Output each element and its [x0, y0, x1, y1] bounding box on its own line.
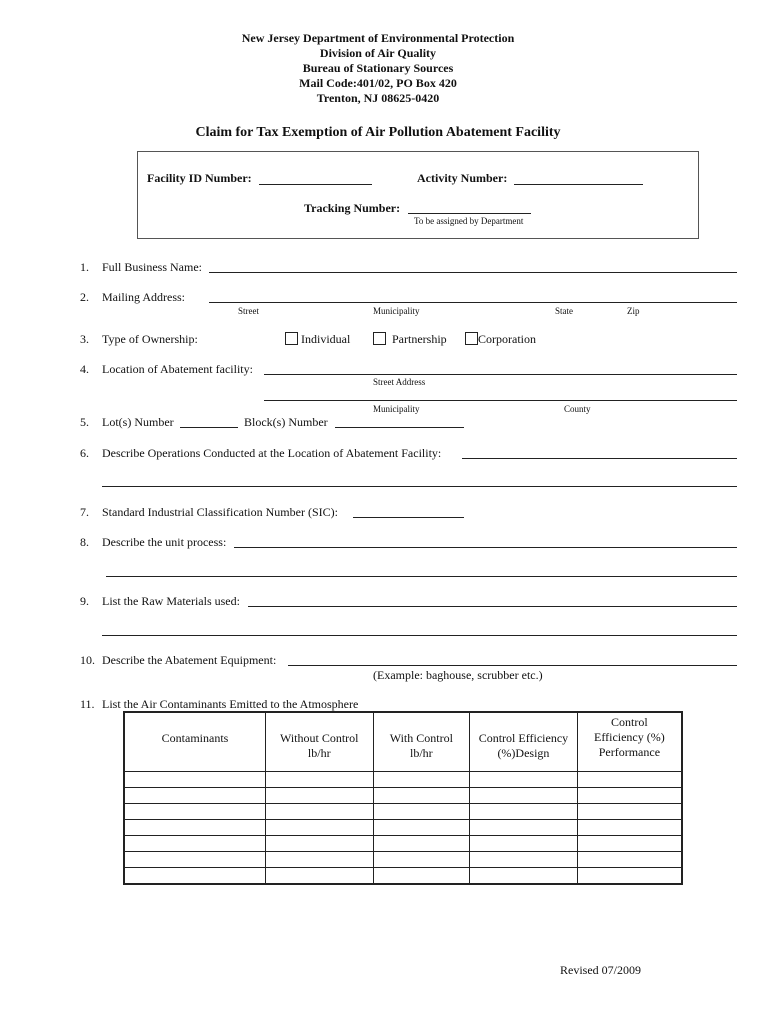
municipality-caption: Municipality [373, 306, 420, 316]
individual-checkbox[interactable] [285, 332, 298, 345]
table-cell[interactable] [124, 836, 266, 852]
design-efficiency-header: Control Efficiency (%)Design [470, 712, 578, 772]
location-municipality-caption: Municipality [373, 404, 420, 414]
table-cell[interactable] [373, 852, 470, 868]
q1-number: 1. [80, 260, 89, 274]
table-cell[interactable] [124, 852, 266, 868]
q3-number: 3. [80, 332, 89, 346]
table-cell[interactable] [470, 836, 578, 852]
table-cell[interactable] [373, 868, 470, 885]
table-cell[interactable] [266, 788, 374, 804]
facility-id-field[interactable] [259, 184, 372, 185]
q2-number: 2. [80, 290, 89, 304]
table-cell[interactable] [470, 788, 578, 804]
table-cell[interactable] [124, 868, 266, 885]
q6-number: 6. [80, 446, 89, 460]
table-cell[interactable] [373, 836, 470, 852]
contaminants-header: Contaminants [124, 712, 266, 772]
partnership-label: Partnership [392, 332, 447, 346]
q4-label: Location of Abatement facility: [102, 362, 253, 376]
unit-process-field-2[interactable] [106, 576, 737, 577]
lot-number-field[interactable] [180, 427, 238, 428]
table-cell[interactable] [373, 788, 470, 804]
q5-number: 5. [80, 415, 89, 429]
table-cell[interactable] [470, 868, 578, 885]
division-name: Division of Air Quality [319, 46, 437, 60]
q9-label: List the Raw Materials used: [102, 594, 240, 608]
q8-label: Describe the unit process: [102, 535, 227, 549]
q2-label: Mailing Address: [102, 290, 185, 304]
location-street-field[interactable] [264, 374, 737, 375]
table-cell[interactable] [470, 820, 578, 836]
table-cell[interactable] [470, 852, 578, 868]
table-cell[interactable] [266, 836, 374, 852]
lot-label: Lot(s) Number [102, 415, 174, 429]
sic-field[interactable] [353, 517, 464, 518]
q10-number: 10. [80, 653, 95, 667]
block-label: Block(s) Number [244, 415, 328, 429]
table-cell[interactable] [577, 820, 682, 836]
table-row [124, 852, 682, 868]
raw-materials-field-1[interactable] [248, 606, 737, 607]
table-cell[interactable] [124, 820, 266, 836]
table-cell[interactable] [266, 820, 374, 836]
tracking-note: To be assigned by Department [414, 216, 524, 226]
table-cell[interactable] [470, 804, 578, 820]
operations-field-1[interactable] [462, 458, 737, 459]
partnership-checkbox[interactable] [373, 332, 386, 345]
facility-id-label: Facility ID Number: [147, 171, 252, 185]
table-cell[interactable] [266, 804, 374, 820]
agency-name: New Jersey Department of Environmental Protection [241, 31, 515, 45]
table-cell[interactable] [577, 868, 682, 885]
contaminants-table [123, 711, 683, 885]
performance-efficiency-header: Control Efficiency (%) Performance [577, 712, 682, 772]
table-row [124, 804, 682, 820]
table-cell[interactable] [577, 804, 682, 820]
q6-label: Describe Operations Conducted at the Location of Abatement Facility: [102, 446, 442, 460]
q8-number: 8. [80, 535, 89, 549]
table-cell[interactable] [266, 852, 374, 868]
q9-number: 9. [80, 594, 89, 608]
table-cell[interactable] [577, 836, 682, 852]
table-cell[interactable] [373, 820, 470, 836]
q11-number: 11. [80, 697, 95, 711]
table-cell[interactable] [124, 788, 266, 804]
q4-number: 4. [80, 362, 89, 376]
location-municipality-field[interactable] [264, 400, 737, 401]
without-control-header: Without Control lb/hr [266, 712, 374, 772]
tracking-number-label: Tracking Number: [304, 201, 401, 215]
mail-code: Mail Code:401/02, PO Box 420 [299, 76, 457, 90]
tracking-number-field[interactable] [408, 213, 531, 214]
abatement-equipment-field[interactable] [288, 665, 737, 666]
q1-label: Full Business Name: [102, 260, 203, 274]
raw-materials-field-2[interactable] [102, 635, 737, 636]
state-caption: State [555, 306, 573, 316]
county-caption: County [564, 404, 591, 414]
table-row [124, 788, 682, 804]
block-number-field[interactable] [335, 427, 464, 428]
corporation-label: Corporation [478, 332, 536, 346]
table-cell[interactable] [577, 772, 682, 788]
corporation-checkbox[interactable] [465, 332, 478, 345]
table-cell[interactable] [470, 772, 578, 788]
table-cell[interactable] [373, 804, 470, 820]
table-cell[interactable] [373, 772, 470, 788]
q11-label: List the Air Contaminants Emitted to the Atmosphere [102, 697, 359, 711]
bureau-name: Bureau of Stationary Sources [302, 61, 454, 75]
table-cell[interactable] [124, 804, 266, 820]
operations-field-2[interactable] [102, 486, 737, 487]
city-address: Trenton, NJ 08625-0420 [316, 91, 440, 105]
table-row [124, 772, 682, 788]
mailing-address-field[interactable] [209, 302, 737, 303]
q10-label: Describe the Abatement Equipment: [102, 653, 277, 667]
table-cell[interactable] [577, 788, 682, 804]
table-cell[interactable] [577, 852, 682, 868]
table-row [124, 836, 682, 852]
street-address-caption: Street Address [373, 377, 426, 387]
activity-number-field[interactable] [514, 184, 643, 185]
activity-number-label: Activity Number: [417, 171, 508, 185]
table-row [124, 820, 682, 836]
business-name-field[interactable] [209, 272, 737, 273]
with-control-header: With Control lb/hr [373, 712, 470, 772]
table-row [124, 868, 682, 885]
table-cell[interactable] [124, 772, 266, 788]
equipment-example: (Example: baghouse, scrubber etc.) [373, 668, 543, 682]
q7-number: 7. [80, 505, 89, 519]
table-cell[interactable] [266, 772, 374, 788]
individual-label: Individual [301, 332, 351, 346]
form-title: Claim for Tax Exemption of Air Pollution Abatement Facility [195, 125, 561, 140]
table-cell[interactable] [266, 868, 374, 885]
revised-date: Revised 07/2009 [560, 963, 641, 977]
table-header-row [124, 712, 682, 772]
q7-label: Standard Industrial Classification Number (SIC): [102, 505, 338, 519]
street-caption: Street [238, 306, 259, 316]
unit-process-field-1[interactable] [234, 547, 737, 548]
q3-label: Type of Ownership: [102, 332, 198, 346]
zip-caption: Zip [627, 306, 640, 316]
